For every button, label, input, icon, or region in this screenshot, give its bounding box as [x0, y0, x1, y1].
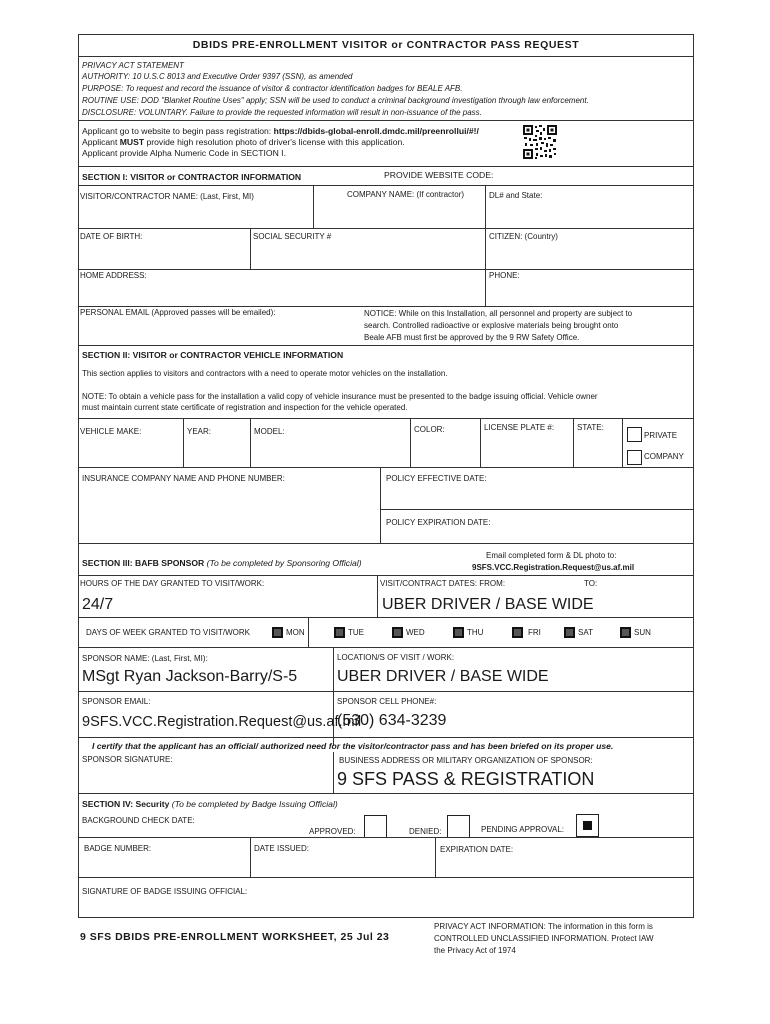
section-3-heading: SECTION III: BAFB SPONSOR (To be completed by Sponsoring Official) [82, 558, 362, 568]
privacy-purpose: PURPOSE: To request and record the issuance of visitor & contractor identification badges for BEALE AFB. [82, 84, 463, 93]
ssn-label: SOCIAL SECURITY # [253, 232, 332, 241]
insurance-label: INSURANCE COMPANY NAME AND PHONE NUMBER: [82, 474, 285, 483]
vehicle-note-2b: must maintain current state certificate of registration and inspection for the vehicle operated. [82, 403, 408, 412]
certify-statement: I certify that the applicant has an official/ authorized need for the visitor/contractor pass and has been briefed on its proper use. [92, 741, 614, 751]
visit-dates-value[interactable]: UBER DRIVER / BASE WIDE [382, 596, 594, 613]
date-issued-label: DATE ISSUED: [254, 844, 309, 853]
denied-checkbox[interactable] [447, 815, 470, 838]
denied-label: DENIED: [409, 827, 442, 836]
citizen-label: CITIZEN: (Country) [489, 232, 558, 241]
visitor-name-label: VISITOR/CONTRACTOR NAME: (Last, First, MI) [80, 192, 254, 201]
sponsor-name-label: SPONSOR NAME: (Last, First, MI): [82, 654, 208, 663]
day-checkbox-fri[interactable] [512, 627, 523, 638]
business-address-value[interactable]: 9 SFS PASS & REGISTRATION [337, 769, 595, 789]
company-name-label: COMPANY NAME: (If contractor) [347, 190, 465, 199]
day-checkbox-mon[interactable] [272, 627, 283, 638]
sponsor-name-value[interactable]: MSgt Ryan Jackson-Barry/S-5 [82, 668, 298, 685]
instruction-line-3: Applicant provide Alpha Numeric Code in SECTION I. [82, 148, 286, 158]
section-4-heading: SECTION IV: Security (To be completed by Badge Issuing Official) [82, 799, 338, 809]
day-label-fri: FRI [528, 628, 541, 637]
notice-line-2: search. Controlled radioactive or explosive materials being brought onto [364, 321, 619, 330]
sponsor-cell-value[interactable]: (530) 634-3239 [337, 712, 447, 729]
issuing-official-signature-label: SIGNATURE OF BADGE ISSUING OFFICIAL: [82, 887, 248, 896]
location-label: LOCATION/S OF VISIT / WORK: [337, 653, 455, 662]
dl-state-label: DL# and State: [489, 191, 543, 200]
day-label-thu: THU [467, 628, 484, 637]
visit-dates-label: VISIT/CONTRACT DATES: FROM: [380, 579, 506, 588]
sponsor-email-value[interactable]: 9SFS.VCC.Registration.Request@us.af.mil [82, 714, 362, 730]
vehicle-make-label: VEHICLE MAKE: [80, 427, 142, 436]
enrollment-url[interactable]: https://dbids-global-enroll.dmdc.mil/preenrollui/#!/ [273, 126, 479, 136]
day-label-tue: TUE [348, 628, 364, 637]
day-checkbox-sat[interactable] [564, 627, 575, 638]
policy-expiration-label: POLICY EXPIRATION DATE: [386, 518, 491, 527]
day-checkbox-wed[interactable] [392, 627, 403, 638]
day-checkbox-thu[interactable] [453, 627, 464, 638]
email-note-1: Email completed form & DL photo to: [486, 551, 617, 560]
footer-privacy-line-1: PRIVACY ACT INFORMATION: The information in this form is [434, 922, 653, 931]
approved-label: APPROVED: [309, 827, 356, 836]
year-label: YEAR: [187, 427, 212, 436]
website-code-label: PROVIDE WEBSITE CODE: [384, 170, 494, 180]
business-address-label: BUSINESS ADDRESS OR MILITARY ORGANIZATION OF SPONSOR: [339, 756, 593, 765]
home-address-label: HOME ADDRESS: [80, 271, 147, 280]
day-checkbox-sun[interactable] [620, 627, 631, 638]
section-1-heading: SECTION I: VISITOR or CONTRACTOR INFORMATION [82, 172, 302, 182]
dob-label: DATE OF BIRTH: [80, 232, 143, 241]
footer-privacy-line-3: the Privacy Act of 1974 [434, 946, 516, 955]
location-value[interactable]: UBER DRIVER / BASE WIDE [337, 668, 549, 685]
notice-line-3: Beale AFB must first be approved by the 9 RW Safety Office. [364, 333, 580, 342]
state-label: STATE: [577, 423, 604, 432]
email-note-2: 9SFS.VCC.Registration.Request@us.af.mil [472, 563, 635, 572]
day-checkbox-tue[interactable] [334, 627, 345, 638]
license-plate-label: LICENSE PLATE #: [484, 423, 555, 432]
instruction-line-1: Applicant go to website to begin pass registration: https://dbids-global-enroll.dmdc.mil/preenrollui/#!/ [82, 126, 479, 136]
footer-privacy-line-2: CONTROLLED UNCLASSIFIED INFORMATION. Protect IAW [434, 934, 654, 943]
day-label-sat: SAT [578, 628, 593, 637]
model-label: MODEL: [254, 427, 285, 436]
sponsor-cell-label: SPONSOR CELL PHONE#: [337, 697, 437, 706]
expiration-date-label: EXPIRATION DATE: [440, 845, 514, 854]
pending-approval-checkbox[interactable] [576, 814, 599, 837]
private-label: PRIVATE [644, 431, 678, 440]
privacy-authority: AUTHORITY: 10 U.S.C 8013 and Executive Order 9397 (SSN), as amended [82, 72, 353, 81]
privacy-disclosure: DISCLOSURE: VOLUNTARY. Failure to provide the requested information will result in non-issuance of the pass. [82, 108, 482, 117]
private-checkbox[interactable] [627, 427, 642, 442]
days-label: DAYS OF WEEK GRANTED TO VISIT/WORK [86, 628, 251, 637]
notice-line-1: NOTICE: While on this Installation, all personnel and property are subject to [364, 309, 633, 318]
badge-number-label: BADGE NUMBER: [84, 844, 152, 853]
company-label: COMPANY [644, 452, 684, 461]
day-label-sun: SUN [634, 628, 651, 637]
phone-label: PHONE: [489, 271, 520, 280]
hours-value[interactable]: 24/7 [82, 596, 114, 613]
background-check-label: BACKGROUND CHECK DATE: [82, 816, 195, 825]
form-title: DBIDS PRE-ENROLLMENT VISITOR or CONTRACTOR PASS REQUEST [192, 39, 580, 51]
instruction-line-2: Applicant MUST provide high resolution photo of driver's license with this application. [82, 137, 405, 147]
vehicle-note-2a: NOTE: To obtain a vehicle pass for the installation a valid copy of vehicle insurance must be presented to the badge issuing official. Vehicle owner [82, 392, 598, 401]
to-label: TO: [584, 579, 598, 588]
hours-label: HOURS OF THE DAY GRANTED TO VISIT/WORK: [80, 579, 265, 588]
day-label-mon: MON [286, 628, 305, 637]
privacy-routine-use: ROUTINE USE: DOD "Blanket Routine Uses" apply; SSN will be used to conduct a criminal background investigation through law enforcement. [82, 96, 589, 105]
qr-code-icon [522, 124, 558, 160]
personal-email-label: PERSONAL EMAIL (Approved passes will be emailed): [80, 308, 276, 317]
pending-approval-label: PENDING APPROVAL: [481, 825, 564, 834]
approved-checkbox[interactable] [364, 815, 387, 838]
day-label-wed: WED [406, 628, 425, 637]
company-checkbox[interactable] [627, 450, 642, 465]
color-label: COLOR: [414, 425, 445, 434]
sponsor-email-label: SPONSOR EMAIL: [82, 697, 151, 706]
vehicle-note-1: This section applies to visitors and contractors with a need to operate motor vehicles on the installation. [82, 369, 448, 378]
worksheet-footer: 9 SFS DBIDS PRE-ENROLLMENT WORKSHEET, 25 Jul 23 [80, 931, 390, 943]
sponsor-signature-label: SPONSOR SIGNATURE: [82, 755, 173, 764]
privacy-heading: PRIVACY ACT STATEMENT [82, 61, 184, 70]
section-2-heading: SECTION II: VISITOR or CONTRACTOR VEHICLE INFORMATION [82, 350, 344, 360]
policy-effective-label: POLICY EFFECTIVE DATE: [386, 474, 487, 483]
